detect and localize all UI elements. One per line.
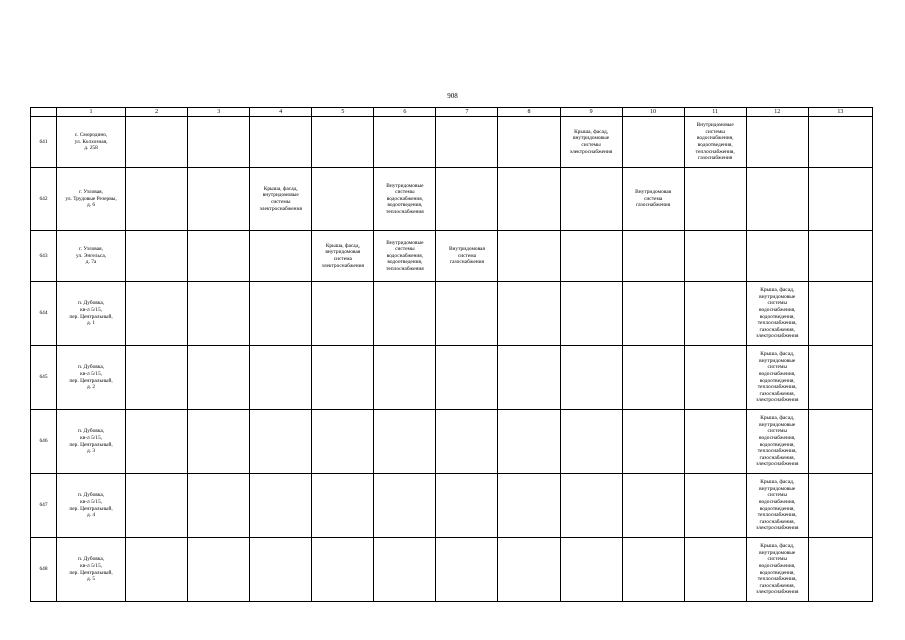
work-cell — [126, 474, 188, 538]
work-cell — [250, 231, 312, 282]
work-cell — [808, 474, 872, 538]
work-cell — [622, 538, 684, 602]
work-text: Внутридомовые системы водоснабжения, водоотведения, теплоснабжения, газоснабжения — [695, 122, 735, 162]
work-cell — [808, 168, 872, 231]
work-cell — [436, 117, 498, 168]
header-cell: 13 — [808, 108, 872, 117]
header-cell: 2 — [126, 108, 188, 117]
work-cell — [188, 410, 250, 474]
work-text: Крыша, фасад, внутридомовые системы электроснабжения — [569, 128, 613, 155]
work-cell — [312, 117, 374, 168]
work-cell — [498, 231, 560, 282]
work-cell — [684, 282, 746, 346]
work-cell — [250, 117, 312, 168]
work-cell — [374, 474, 436, 538]
work-cell — [312, 168, 374, 231]
table-row — [31, 282, 873, 346]
row-number: 643 — [31, 231, 57, 282]
header-cell: 4 — [250, 108, 312, 117]
work-cell — [436, 231, 498, 282]
work-cell — [436, 538, 498, 602]
work-text: Внутридомовые системы водоснабжения, водоотведения, теплоснабжения — [386, 239, 424, 272]
work-cell — [436, 474, 498, 538]
table-row — [31, 231, 873, 282]
work-cell — [250, 168, 312, 231]
header-cell: 3 — [188, 108, 250, 117]
address-cell — [57, 117, 126, 168]
address-cell — [57, 410, 126, 474]
work-cell — [250, 474, 312, 538]
address-text: п. Дубовка, кв-л 5/15, пер. Центральный, д. 3 — [69, 428, 113, 455]
work-cell — [188, 346, 250, 410]
work-cell — [746, 231, 808, 282]
work-cell — [498, 117, 560, 168]
page-number: 908 — [447, 92, 458, 100]
work-cell — [374, 346, 436, 410]
work-cell — [622, 282, 684, 346]
work-cell — [560, 168, 622, 231]
work-cell — [374, 231, 436, 282]
work-cell — [374, 168, 436, 231]
table-row — [31, 410, 873, 474]
header-cell: 11 — [684, 108, 746, 117]
header-cell: 6 — [374, 108, 436, 117]
work-text: Крыша, фасад, внутридомовые системы электроснабжения — [259, 185, 302, 212]
work-cell — [126, 231, 188, 282]
address-text: г. Узловая, ул. Энгельса, д. 7а — [75, 246, 107, 266]
work-cell — [684, 410, 746, 474]
work-cell — [250, 346, 312, 410]
table-row — [31, 538, 873, 602]
work-text: Внутридомовая система газоснабжения — [448, 246, 485, 266]
address-cell — [57, 282, 126, 346]
work-cell — [560, 410, 622, 474]
address-text: п. Дубовка, кв-л 5/15, пер. Центральный, д. 2 — [69, 364, 113, 391]
work-text: Крыша, фасад, внутридомовые системы водоснабжения, водоотведения, теплоснабжения, газоснабжения, электроснабжения — [756, 351, 799, 404]
address-cell — [57, 346, 126, 410]
address-text: с. Смородино, ул. Колхозная, д. 258 — [74, 132, 108, 152]
work-cell — [312, 346, 374, 410]
work-cell — [560, 117, 622, 168]
table-row — [31, 346, 873, 410]
work-text: Крыша, фасад, внутридомовые системы водоснабжения, водоотведения, теплоснабжения, газоснабжения, электроснабжения — [756, 479, 799, 532]
work-cell — [560, 538, 622, 602]
work-cell — [622, 168, 684, 231]
work-cell — [436, 410, 498, 474]
work-cell — [560, 346, 622, 410]
work-text: Внутридомовая система газоснабжения — [635, 189, 672, 209]
work-cell — [746, 282, 808, 346]
work-cell — [312, 538, 374, 602]
header-cell: 12 — [746, 108, 808, 117]
row-number: 641 — [31, 117, 57, 168]
work-cell — [498, 474, 560, 538]
work-cell — [126, 346, 188, 410]
work-cell — [374, 410, 436, 474]
work-cell — [436, 168, 498, 231]
work-cell — [684, 346, 746, 410]
works-table — [30, 107, 873, 602]
work-cell — [684, 231, 746, 282]
address-text: п. Дубовка, кв-л 5/15, пер. Центральный, д. 1 — [69, 300, 113, 327]
address-text: п. Дубовка, кв-л 5/15, пер. Центральный, д. 4 — [69, 492, 113, 519]
work-cell — [622, 410, 684, 474]
work-text: Внутридомовые системы водоснабжения, водоотведения, теплоснабжения — [386, 182, 424, 215]
row-number: 647 — [31, 474, 57, 538]
table-row — [31, 168, 873, 231]
work-cell — [808, 231, 872, 282]
header-row — [31, 108, 873, 117]
work-cell — [808, 282, 872, 346]
work-cell — [498, 282, 560, 346]
work-cell — [312, 282, 374, 346]
work-cell — [746, 538, 808, 602]
work-cell — [188, 231, 250, 282]
table-row — [31, 474, 873, 538]
work-text: Крыша, фасад, внутридомовые системы водоснабжения, водоотведения, теплоснабжения, газоснабжения, электроснабжения — [756, 287, 799, 340]
work-cell — [560, 474, 622, 538]
work-cell — [498, 538, 560, 602]
header-cell: 7 — [436, 108, 498, 117]
row-number: 648 — [31, 538, 57, 602]
work-cell — [498, 168, 560, 231]
work-cell — [126, 410, 188, 474]
work-cell — [808, 538, 872, 602]
work-cell — [312, 474, 374, 538]
address-cell — [57, 168, 126, 231]
work-cell — [622, 117, 684, 168]
work-cell — [560, 231, 622, 282]
work-cell — [188, 168, 250, 231]
work-cell — [684, 168, 746, 231]
work-cell — [746, 346, 808, 410]
work-cell — [622, 346, 684, 410]
work-cell — [374, 282, 436, 346]
work-cell — [746, 117, 808, 168]
work-cell — [374, 538, 436, 602]
work-cell — [126, 168, 188, 231]
work-cell — [746, 168, 808, 231]
work-cell — [684, 538, 746, 602]
work-cell — [808, 117, 872, 168]
address-cell — [57, 538, 126, 602]
work-cell — [188, 474, 250, 538]
work-cell — [498, 410, 560, 474]
header-cell-blank — [31, 108, 57, 117]
work-cell — [746, 410, 808, 474]
work-cell — [808, 410, 872, 474]
row-number: 645 — [31, 346, 57, 410]
work-cell — [188, 117, 250, 168]
header-cell: 1 — [57, 108, 126, 117]
work-cell — [684, 474, 746, 538]
address-text: п. Дубовка, кв-л 5/15, пер. Центральный, д. 5 — [69, 556, 113, 583]
work-cell — [126, 282, 188, 346]
work-cell — [622, 474, 684, 538]
work-cell — [498, 346, 560, 410]
table-row — [31, 117, 873, 168]
work-cell — [684, 117, 746, 168]
work-cell — [126, 538, 188, 602]
work-text: Крыша, фасад, внутридомовые системы водоснабжения, водоотведения, теплоснабжения, газоснабжения, электроснабжения — [756, 543, 799, 596]
work-text: Крыша, фасад, внутридомовая система электроснабжения — [321, 242, 364, 269]
row-number: 644 — [31, 282, 57, 346]
work-cell — [622, 231, 684, 282]
work-cell — [374, 117, 436, 168]
work-cell — [312, 410, 374, 474]
work-cell — [250, 282, 312, 346]
work-cell — [188, 282, 250, 346]
work-cell — [126, 117, 188, 168]
address-cell — [57, 474, 126, 538]
work-cell — [250, 538, 312, 602]
address-cell — [57, 231, 126, 282]
work-cell — [250, 410, 312, 474]
work-cell — [312, 231, 374, 282]
work-cell — [808, 346, 872, 410]
header-cell: 5 — [312, 108, 374, 117]
work-cell — [188, 538, 250, 602]
row-number: 646 — [31, 410, 57, 474]
work-cell — [746, 474, 808, 538]
header-cell: 10 — [622, 108, 684, 117]
row-number: 642 — [31, 168, 57, 231]
header-cell: 9 — [560, 108, 622, 117]
address-text: г. Узловая, ул. Трудовые Резервы, д. 6 — [65, 189, 117, 209]
work-cell — [436, 282, 498, 346]
work-text: Крыша, фасад, внутридомовые системы водоснабжения, водоотведения, теплоснабжения, газоснабжения, электроснабжения — [756, 415, 799, 468]
work-cell — [560, 282, 622, 346]
work-cell — [436, 346, 498, 410]
header-cell: 8 — [498, 108, 560, 117]
